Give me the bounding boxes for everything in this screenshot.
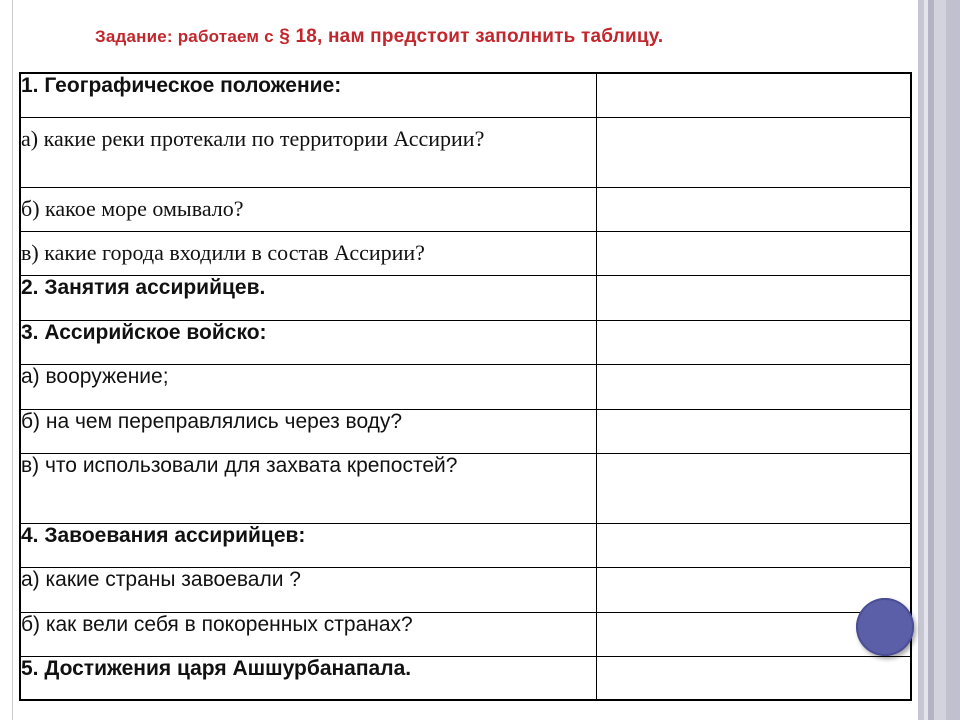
question-cell: 3. Ассирийское войско: — [20, 320, 597, 364]
table-row — [20, 117, 911, 187]
question-cell: а) какие страны завоевали ? — [20, 567, 597, 612]
answer-cell[interactable] — [597, 364, 912, 409]
decor-stripe — [934, 0, 946, 720]
task-table-body — [20, 73, 911, 700]
question-cell: 5. Достижения царя Ашшурбанапала. — [20, 656, 597, 700]
table-row — [20, 567, 911, 612]
table-row — [20, 409, 911, 453]
task-heading-rest: § 18, нам предстоит заполнить таблицу. — [279, 26, 664, 47]
answer-cell[interactable] — [597, 320, 912, 364]
question-cell: 1. Географическое положение: — [20, 73, 597, 117]
table-row — [20, 73, 911, 117]
answer-cell[interactable] — [597, 117, 912, 187]
table-row — [20, 656, 911, 700]
table-row — [20, 364, 911, 409]
table-row — [20, 453, 911, 523]
slide-left-border — [12, 0, 13, 720]
answer-cell[interactable] — [597, 275, 912, 320]
answer-cell[interactable] — [597, 73, 912, 117]
question-cell: б) на чем переправлялись через воду? — [20, 409, 597, 453]
answer-cell[interactable] — [597, 523, 912, 567]
question-cell: 2. Занятия ассирийцев. — [20, 275, 597, 320]
task-table — [19, 72, 912, 701]
question-cell: б) какое море омывало? — [20, 187, 597, 231]
table-row — [20, 612, 911, 656]
answer-cell[interactable] — [597, 656, 912, 700]
question-cell: в) какие города входили в состав Ассирии? — [20, 231, 597, 275]
table-row — [20, 523, 911, 567]
task-heading — [95, 26, 663, 48]
table-row — [20, 187, 911, 231]
answer-cell[interactable] — [597, 453, 912, 523]
navigation-circle-button[interactable] — [856, 598, 914, 656]
question-cell: в) что использовали для захвата крепостей? — [20, 453, 597, 523]
question-cell: 4. Завоевания ассирийцев: — [20, 523, 597, 567]
answer-cell[interactable] — [597, 187, 912, 231]
question-cell: б) как вели себя в покоренных странах? — [20, 612, 597, 656]
table-row — [20, 320, 911, 364]
table-row — [20, 231, 911, 275]
task-heading-prefix: Задание: работаем с — [95, 27, 274, 46]
answer-cell[interactable] — [597, 231, 912, 275]
table-row — [20, 275, 911, 320]
question-cell: а) какие реки протекали по территории Ассирии? — [20, 117, 597, 187]
answer-cell[interactable] — [597, 409, 912, 453]
decor-stripe — [946, 0, 960, 720]
question-cell: а) вооружение; — [20, 364, 597, 409]
